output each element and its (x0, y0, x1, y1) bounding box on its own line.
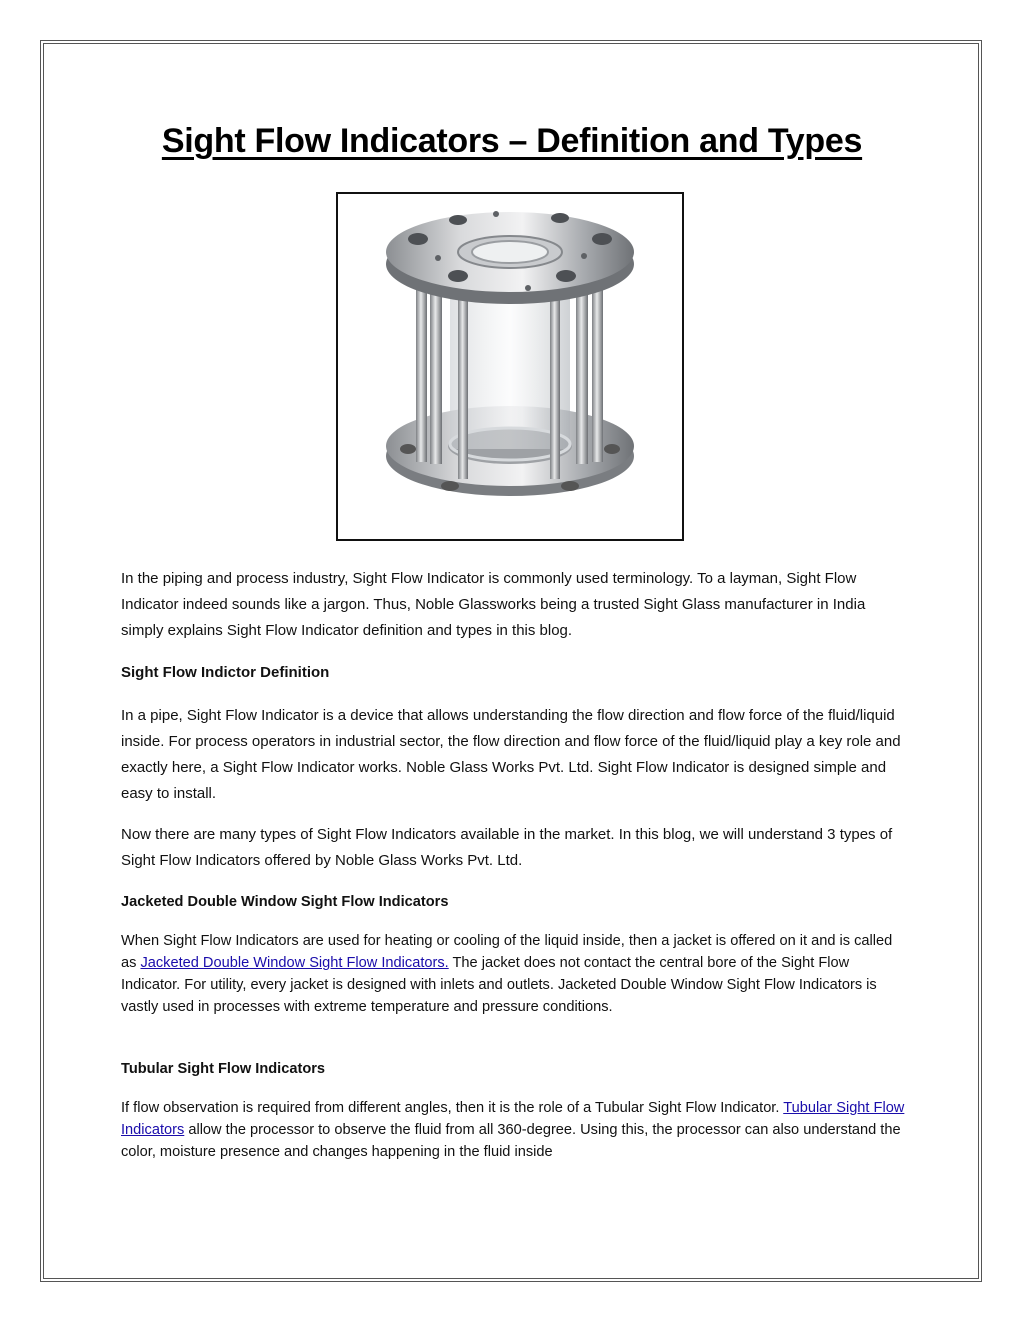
jacketed-text-after: The jacket does not contact the central bore of the Sight Flow Indicator. For utility, every jacket is designed with inlets and outlets. Jacketed Double Window Sight Flow Indicators is vastly used in processes with extreme temperature and pressure conditions. (121, 955, 877, 1015)
jacketed-heading: Jacketed Double Window Sight Flow Indicators (121, 894, 449, 910)
jacketed-link[interactable]: Jacketed Double Window Sight Flow Indicators. (140, 955, 449, 971)
page-title: Sight Flow Indicators – Definition and Types (161, 122, 863, 160)
tubular-heading: Tubular Sight Flow Indicators (121, 1061, 326, 1077)
definition-paragraph: In a pipe, Sight Flow Indicator is a device that allows understanding the flow direction and flow force of the fluid/liquid inside. For process operators in industrial sector, the flow direction and flow force of the fluid/liquid play a key role and exactly here, a Sight Flow Indicator works. Noble Glass Works Pvt. Ltd. Sight Flow Indicator is designed simple and easy to install. (121, 707, 901, 802)
product-photo (336, 192, 684, 541)
definition-heading: Sight Flow Indictor Definition (121, 664, 330, 681)
tubular-text-before: If flow observation is required from different angles, then it is the role of a Tubular Sight Flow Indicator. (121, 1100, 784, 1116)
types-intro-paragraph: Now there are many types of Sight Flow Indicators available in the market. In this blog, we will understand 3 types of Sight Flow Indicators offered by Noble Glass Works Pvt. Ltd. (121, 826, 893, 869)
tubular-text-after: allow the processor to observe the fluid from all 360-degree. Using this, the processor can also understand the color, moisture presence and changes happening in the fluid inside (121, 1122, 901, 1160)
tubular-link[interactable]: Tubular Sight Flow Indicators (121, 1100, 905, 1138)
sight-flow-indicator-image (338, 194, 682, 539)
jacketed-paragraph (121, 930, 911, 1018)
tubular-paragraph (121, 1097, 911, 1163)
jacketed-text-before: When Sight Flow Indicators are used for heating or cooling of the liquid inside, then a jacket is offered on it and is called as (121, 933, 893, 971)
intro-paragraph: In the piping and process industry, Sight Flow Indicator is commonly used terminology. To a layman, Sight Flow Indicator indeed sounds like a jargon. Thus, Noble Glassworks being a trusted Sight Glass manufacturer in India simply explains Sight Flow Indicator definition and types in this blog. (121, 570, 866, 639)
